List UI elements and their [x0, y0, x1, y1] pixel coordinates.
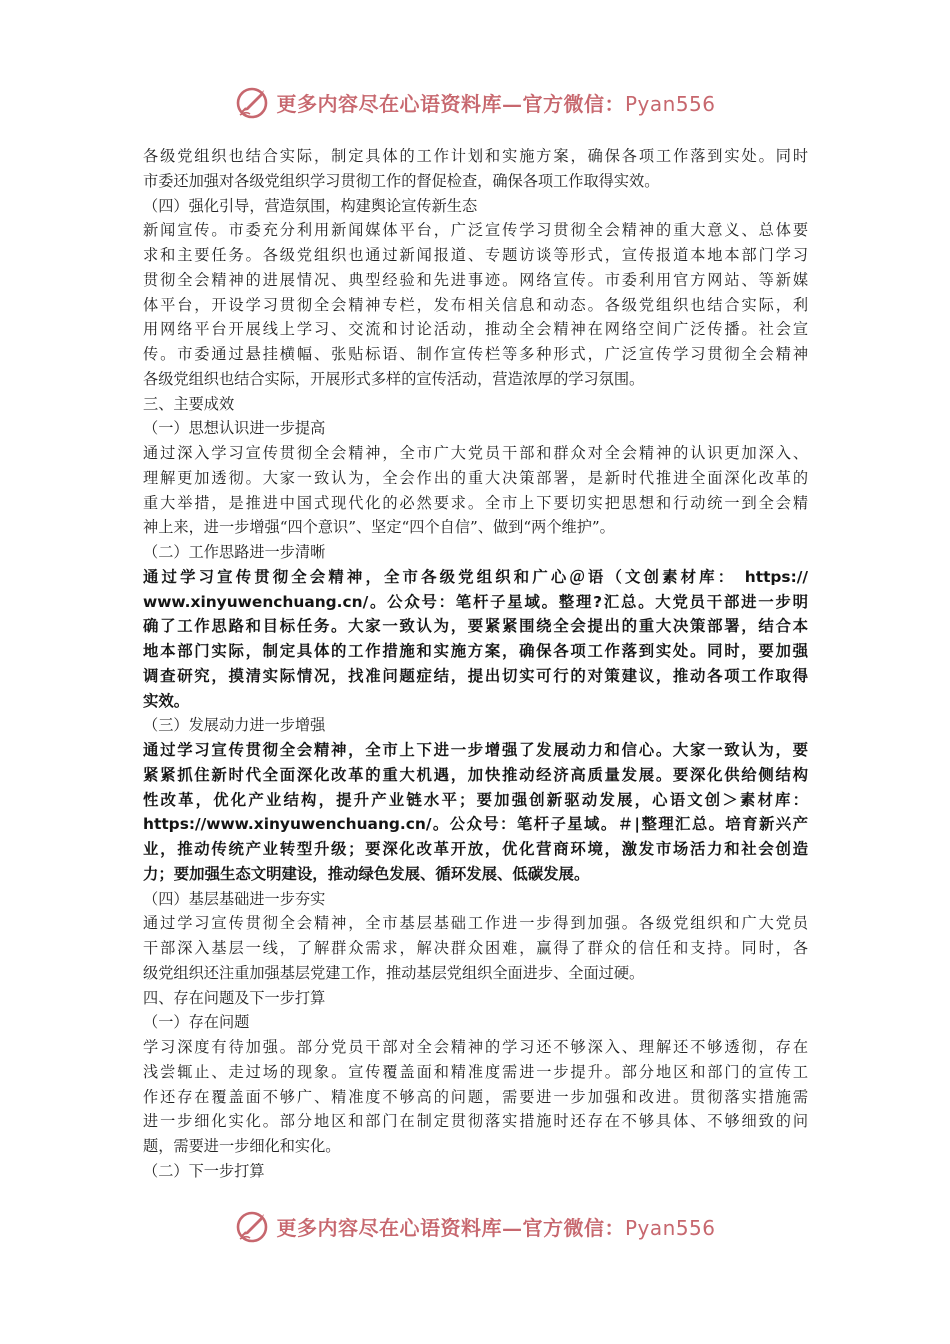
section-heading: 四、存在问题及下一步打算 — [143, 988, 326, 1007]
watermark-wechat-handle: Pyan556 — [624, 1215, 716, 1240]
paragraph-line: 浅尝辄止、走过场的现象。宣传覆盖面和精准度需进一步提升。部分地区和部门的宣传工 — [143, 1062, 808, 1081]
document-body — [143, 144, 808, 1184]
watermark-slogan: 更多内容尽在心语资料库—官方微信： — [276, 91, 625, 116]
paragraph-line: 传。市委通过悬挂横幅、张贴标语、制作宣传栏等多种形式，广泛宣传学习贯彻全会精神 — [143, 345, 808, 363]
quill-pen-logo-icon — [234, 84, 270, 120]
subsection-heading: （四）强化引导，营造氛围，构建舆论宣传新生态 — [143, 196, 478, 215]
paragraph-line: 实效。 — [143, 691, 190, 710]
footer-watermark-banner — [0, 1206, 950, 1246]
subsection-heading: （四）基层基础进一步夯实 — [143, 889, 326, 908]
paragraph-line: https://www.xinyuwenchuang.cn/。公众号：笔杆子星域。＃|整理汇总。培育新兴产 — [143, 815, 808, 834]
paragraph-line: 新闻宣传。市委充分利用新闻媒体平台，广泛宣传学习贯彻全会精神的重大意义、总体要 — [143, 221, 808, 240]
paragraph-line: 通过深入学习宣传贯彻全会精神，全市广大党员干部和群众对全会精神的认识更加深入、 — [143, 444, 808, 462]
subsection-heading: （三）发展动力进一步增强 — [143, 716, 326, 735]
paragraph-line: 各级党组织也结合实际，开展形式多样的宣传活动，营造浓厚的学习氛围。 — [143, 369, 645, 388]
paragraph-line: www.xinyuwenchuang.cn/。公众号：笔杆子星域。整理?汇总。大党员干部进一步明 — [143, 592, 808, 611]
paragraph-line: 求和主要任务。各级党组织也通过新闻报道、专题访谈等形式，宣传报道本地本部门学习 — [143, 246, 808, 264]
subsection-heading: （一）存在问题 — [143, 1013, 250, 1032]
paragraph-line: 通过学习宣传贯彻全会精神，全市上下进一步增强了发展动力和信心。大家一致认为，要 — [143, 741, 808, 759]
paragraph-line: 作还存在覆盖面不够广、精准度不够高的问题，需要进一步加强和改进。贯彻落实措施需 — [143, 1087, 808, 1106]
paragraph-line: 紧紧抓住新时代全面深化改革的重大机遇，加快推动经济高质量发展。要深化供给侧结构 — [143, 765, 808, 784]
subsection-heading: （一）思想认识进一步提高 — [143, 419, 326, 438]
paragraph-line: 贯彻全会精神的进展情况、典型经验和先进事迹。网络宣传。市委利用官方网站、等新媒 — [143, 270, 808, 289]
paragraph-line: 学习深度有待加强。部分党员干部对全会精神的学习还不够深入、理解还不够透彻，存在 — [143, 1038, 808, 1056]
paragraph-line: 理解更加透彻。大家一致认为，全会作出的重大决策部署，是新时代推进全面深化改革的 — [143, 468, 808, 487]
watermark-text — [276, 1212, 715, 1241]
paragraph-line: 力；要加强生态文明建设，推动绿色发展、循环发展、低碳发展。 — [143, 864, 590, 883]
paragraph-line: 级党组织还注重加强基层党建工作，推动基层党组织全面进步、全面过硬。 — [143, 963, 645, 982]
paragraph-line: 各级党组织也结合实际，制定具体的工作计划和实施方案，确保各项工作落到实处。同时 — [143, 147, 808, 165]
header-watermark-banner — [0, 82, 950, 122]
paragraph-line: 干部深入基层一线，了解群众需求，解决群众困难，赢得了群众的信任和支持。同时，各 — [143, 939, 808, 957]
subsection-heading: （二）下一步打算 — [143, 1161, 265, 1180]
paragraph-line: 地本部门实际，制定具体的工作措施和实施方案，确保各项工作落到实处。同时，要加强 — [143, 642, 808, 660]
paragraph-line: 确了工作思路和目标任务。大家一致认为，要紧紧围绕全会提出的重大决策部署，结合本 — [143, 617, 808, 636]
quill-pen-logo-icon — [234, 1208, 270, 1244]
paragraph-line: 市委还加强对各级党组织学习贯彻工作的督促检查，确保各项工作取得实效。 — [143, 171, 660, 190]
paragraph-line: 神上来，进一步增强“四个意识”、坚定“四个自信”、做到“两个维护”。 — [143, 518, 615, 537]
paragraph-line: 通过学习宣传贯彻全会精神，全市基层基础工作进一步得到加强。各级党组织和广大党员 — [143, 914, 808, 933]
watermark-text — [276, 88, 715, 117]
section-heading: 三、主要成效 — [143, 394, 235, 413]
watermark-wechat-handle: Pyan556 — [624, 91, 716, 116]
paragraph-line: 进一步细化实化。部分地区和部门在制定贯彻落实措施时还存在不够具体、不够细致的问 — [143, 1112, 808, 1131]
paragraph-line: 通过学习宣传贯彻全会精神，全市各级党组织和广心＠语（文创素材库： https:// — [143, 567, 808, 586]
paragraph-line: 用网络平台开展线上学习、交流和讨论活动，推动全会精神在网络空间广泛传播。社会宣 — [143, 320, 808, 339]
paragraph-line: 题，需要进一步细化和实化。 — [143, 1137, 341, 1155]
paragraph-line: 调查研究，摸清实际情况，找准问题症结，提出切实可行的对策建议，推动各项工作取得 — [143, 666, 808, 685]
watermark-slogan: 更多内容尽在心语资料库—官方微信： — [276, 1215, 625, 1240]
paragraph-line: 重大举措，是推进中国式现代化的必然要求。全市上下要切实把思想和行动统一到全会精 — [143, 493, 808, 512]
paragraph-line: 体平台，开设学习贯彻全会精神专栏，发布相关信息和动态。各级党组织也结合实际，利 — [143, 295, 808, 314]
paragraph-line: 性改革，优化产业结构，提升产业链水平；要加强创新驱动发展，心语文创＞素材库： — [143, 790, 808, 809]
paragraph-line: 业，推动传统产业转型升级；要深化改革开放，优化营商环境，激发市场活力和社会创造 — [143, 840, 808, 858]
subsection-heading: （二）工作思路进一步清晰 — [143, 543, 326, 561]
